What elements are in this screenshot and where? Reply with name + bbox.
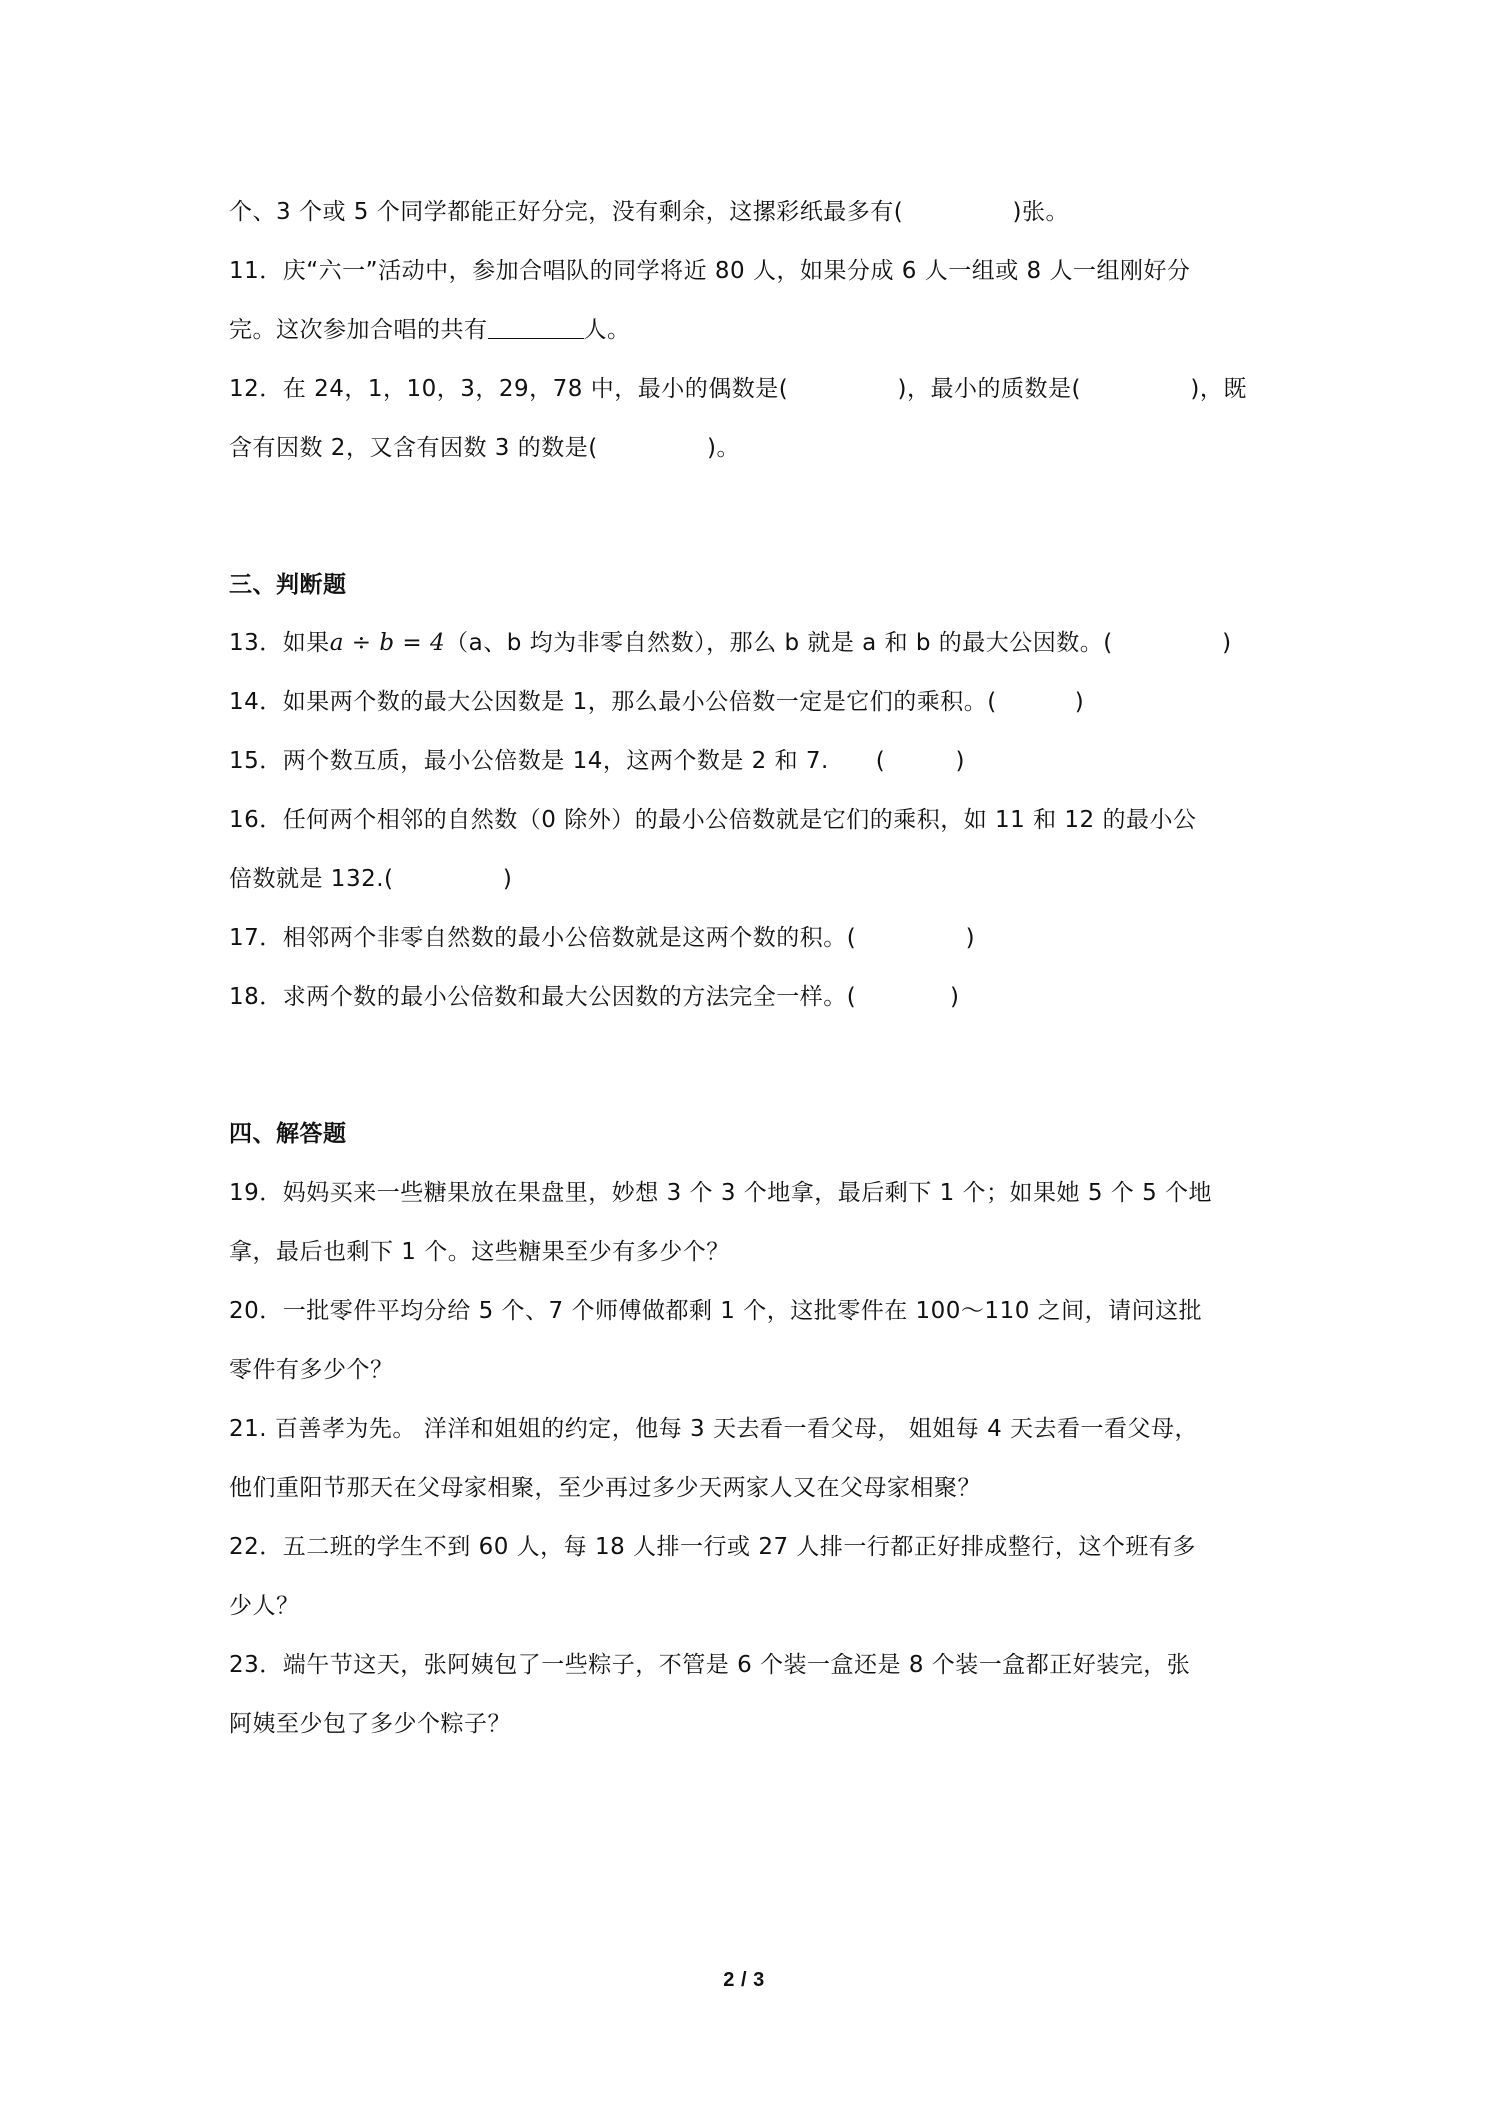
question-20-line-1: 20．一批零件平均分给 5 个、7 个师傅做都剩 1 个，这批零件在 100～110 之间，请问这批	[229, 1298, 1203, 1324]
question-19-line-2: 拿，最后也剩下 1 个。这些糖果至少有多少个？	[229, 1239, 730, 1265]
question-21-line-1: 21. 百善孝为先。 洋洋和姐姐的约定，他每 3 天去看一看父母， 姐姐每 4 天去看一看父母，	[229, 1416, 1199, 1442]
question-22-line-2: 少人？	[229, 1593, 300, 1619]
question-16-line-1: 16．任何两个相邻的自然数（0 除外）的最小公倍数就是它们的乘积，如 11 和 12 的最小公	[229, 807, 1197, 833]
question-13-prefix: 13．如果	[229, 630, 330, 656]
question-22-line-1: 22．五二班的学生不到 60 人，每 18 人排一行或 27 人排一行都正好排成整行，这个班有多	[229, 1534, 1196, 1560]
question-23-line-1: 23．端午节这天，张阿姨包了一些粽子，不管是 6 个装一盒还是 8 个装一盒都正好装完，张	[229, 1652, 1191, 1678]
question-16-line-2: 倍数就是 132.( )	[229, 866, 513, 892]
question-15: 15．两个数互质，最小公倍数是 14，这两个数是 2 和 7. ( )	[229, 748, 965, 774]
section-heading-judgement: 三、判断题	[229, 572, 347, 598]
answer-blank	[488, 318, 584, 339]
question-11-suffix: 人。	[583, 317, 631, 343]
question-11-line-1: 11．庆“六一”活动中，参加合唱队的同学将近 80 人，如果分成 6 人一组或 8 人一组刚好分	[229, 258, 1191, 284]
question-11-line-2	[229, 315, 631, 345]
question-12-line-2: 含有因数 2，又含有因数 3 的数是( )。	[229, 435, 741, 461]
question-19-line-1: 19．妈妈买来一些糖果放在果盘里，妙想 3 个 3 个地拿，最后剩下 1 个；如果她 5 个 5 个地	[229, 1180, 1213, 1206]
question-13	[229, 628, 1232, 658]
question-20-line-2: 零件有多少个？	[229, 1357, 394, 1383]
question-11-text: 完。这次参加合唱的共有	[229, 317, 488, 343]
question-12-line-1: 12．在 24，1，10，3，29，78 中，最小的偶数是( )，最小的质数是( )，既	[229, 376, 1247, 402]
page-number: 2 / 3	[723, 1969, 765, 1991]
question-17: 17．相邻两个非零自然数的最小公倍数就是这两个数的积。( )	[229, 925, 976, 951]
question-13-suffix: （a、b 均为非零自然数），那么 b 就是 a 和 b 的最大公因数。( )	[445, 630, 1232, 656]
question-14: 14．如果两个数的最大公因数是 1，那么最小公倍数一定是它们的乘积。( )	[229, 689, 1085, 715]
question-21-line-2: 他们重阳节那天在父母家相聚，至少再过多少天两家人又在父母家相聚？	[229, 1475, 981, 1501]
section-heading-solve: 四、解答题	[229, 1121, 347, 1147]
question-10-continuation: 个、3 个或 5 个同学都能正好分完，没有剩余，这摞彩纸最多有( )张。	[229, 199, 1070, 225]
question-13-formula: a ÷ b = 4	[329, 630, 446, 656]
question-18: 18．求两个数的最小公倍数和最大公因数的方法完全一样。( )	[229, 984, 960, 1010]
question-23-line-2: 阿姨至少包了多少个粽子？	[229, 1711, 511, 1737]
